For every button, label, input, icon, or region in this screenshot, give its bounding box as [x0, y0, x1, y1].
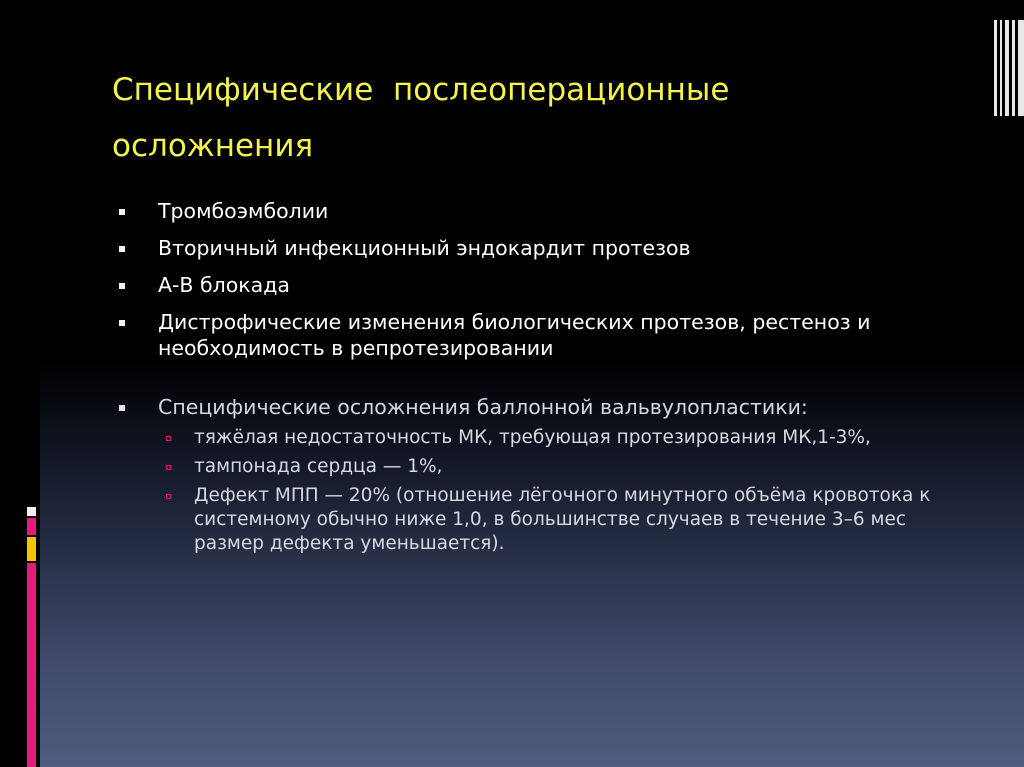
accent-stripe-pink [27, 563, 36, 767]
accent-block-pink [27, 518, 36, 535]
deco-line [994, 20, 997, 116]
bullet-text: Тромбоэмболии [158, 199, 329, 223]
hollow-square-bullet-icon [166, 436, 171, 441]
slide-title: Специфические послеоперационные осложнения [112, 72, 730, 164]
left-sidebar-bar [0, 0, 40, 767]
sub-bullet-text: тяжёлая недостаточность МК, требующая протезирования МК,1-3%, [194, 427, 871, 448]
sub-bullet-text: Дефект МПП — 20% (отношение лёгочного минутного объёма кровотока к системному обычно ниже 1,0, в большинстве случаев в течение 3–6 мес размер дефекта уменьшается). [194, 485, 931, 554]
sub-bullet-item [158, 455, 958, 479]
sub-bullet-item [158, 426, 958, 450]
sub-bullet-list [158, 426, 958, 556]
accent-block-yellow [27, 537, 36, 561]
sub-bullet-text: тампонада сердца — 1%, [194, 456, 443, 477]
deco-line [1018, 20, 1024, 116]
sub-bullet-item [158, 484, 958, 556]
bullet-item [118, 198, 958, 224]
section-bullet-item [118, 394, 958, 556]
deco-line [1005, 20, 1009, 116]
square-bullet-icon [119, 283, 125, 289]
bullet-item [118, 235, 958, 261]
hollow-square-bullet-icon [166, 494, 171, 499]
decorative-vertical-lines [988, 20, 1024, 116]
bullet-item [118, 272, 958, 298]
bullet-list [118, 198, 958, 556]
bullet-text: А-В блокада [158, 273, 290, 297]
bullet-text: Вторичный инфекционный эндокардит протезов [158, 236, 691, 260]
section-text: Специфические осложнения баллонной вальвулопластики: [158, 395, 808, 419]
square-bullet-icon [119, 320, 125, 326]
slide-content [118, 198, 958, 567]
deco-line [1012, 20, 1015, 116]
bullet-item [118, 309, 958, 361]
square-bullet-icon [119, 246, 125, 252]
accent-block-white [27, 507, 36, 516]
deco-line [1000, 20, 1002, 116]
square-bullet-icon [119, 405, 125, 411]
bullet-text: Дистрофические изменения биологических протезов, рестеноз и необходимость в репротезировании [158, 310, 871, 360]
square-bullet-icon [119, 209, 125, 215]
hollow-square-bullet-icon [166, 465, 171, 470]
